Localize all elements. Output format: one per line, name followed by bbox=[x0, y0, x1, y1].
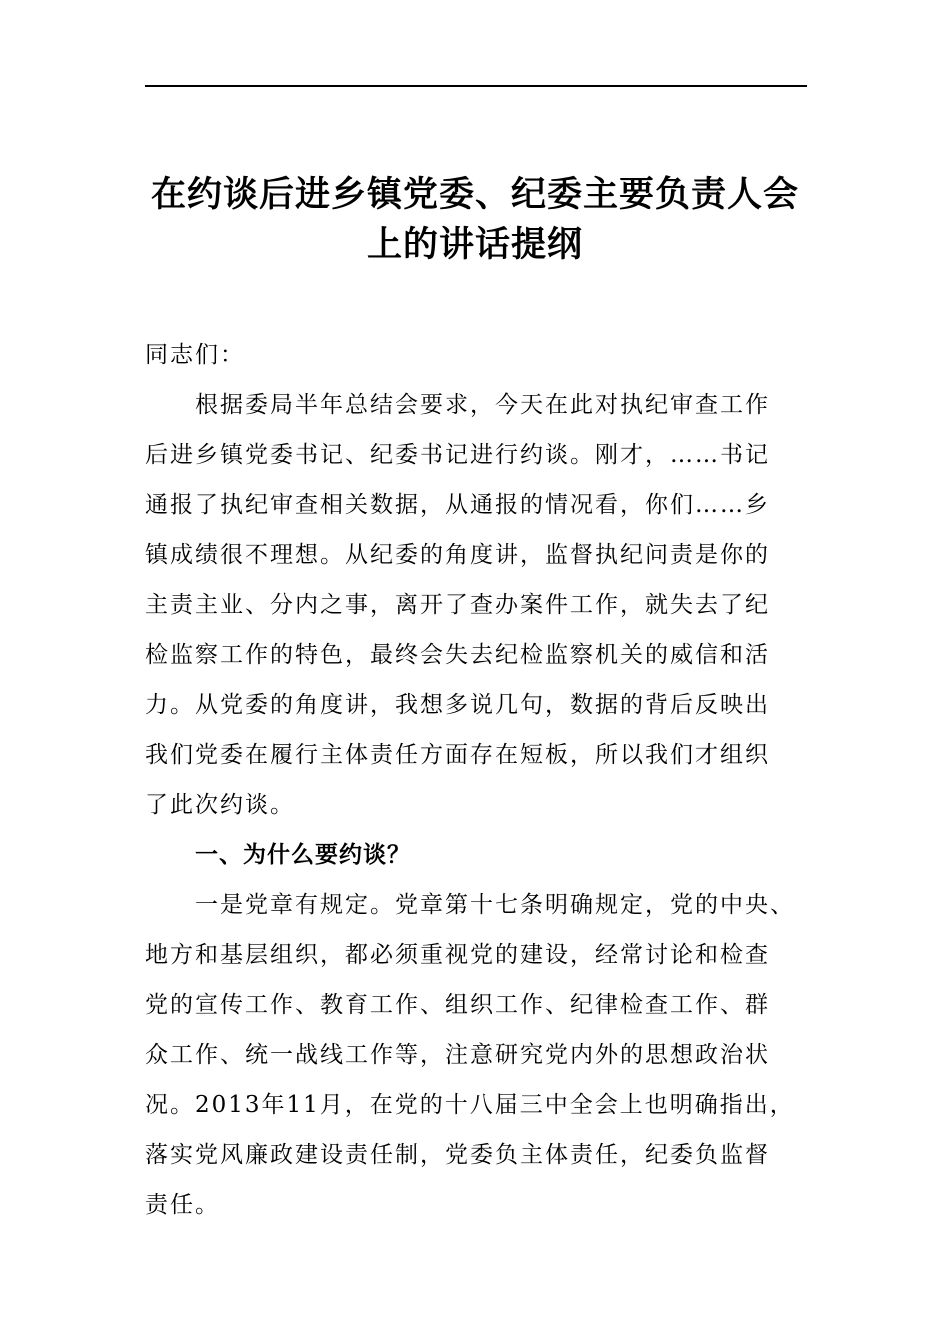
section-heading: 一、为什么要约谈？ bbox=[195, 842, 411, 868]
paragraph-line: 根据委局半年总结会要求，今天在此对执纪审查工作 bbox=[195, 392, 770, 418]
paragraph-line: 责任。 bbox=[145, 1192, 220, 1218]
paragraph-line: 通报了执纪审查相关数据，从通报的情况看，你们……乡 bbox=[145, 492, 770, 518]
paragraph-line: 我们党委在履行主体责任方面存在短板，所以我们才组织 bbox=[145, 742, 770, 768]
paragraph-line: 况。2013年11月，在党的十八届三中全会上也明确指出， bbox=[145, 1092, 795, 1118]
document-body bbox=[145, 330, 810, 1230]
paragraph-line: 地方和基层组织，都必须重视党的建设，经常讨论和检查 bbox=[145, 942, 770, 968]
paragraph-line: 了此次约谈。 bbox=[145, 792, 295, 818]
paragraph-line: 后进乡镇党委书记、纪委书记进行约谈。刚才，……书记 bbox=[145, 442, 770, 468]
paragraph-line: 落实党风廉政建设责任制，党委负主体责任，纪委负监督 bbox=[145, 1142, 770, 1168]
paragraph-line: 主责主业、分内之事，离开了查办案件工作，就失去了纪 bbox=[145, 592, 770, 618]
paragraph-line: 力。从党委的角度讲，我想多说几句，数据的背后反映出 bbox=[145, 692, 770, 718]
paragraph-line: 一是党章有规定。党章第十七条明确规定，党的中央、 bbox=[195, 892, 795, 918]
paragraph-line: 党的宣传工作、教育工作、组织工作、纪律检查工作、群 bbox=[145, 992, 770, 1018]
paragraph-line: 检监察工作的特色，最终会失去纪检监察机关的威信和活 bbox=[145, 642, 770, 668]
title-line: 在约谈后进乡镇党委、纪委主要负责人会 bbox=[150, 175, 799, 215]
paragraph-line: 众工作、统一战线工作等，注意研究党内外的思想政治状 bbox=[145, 1042, 770, 1068]
title-line: 上的讲话提纲 bbox=[366, 225, 583, 265]
header-rule bbox=[145, 85, 807, 87]
document-title bbox=[120, 170, 830, 270]
salutation: 同志们： bbox=[145, 342, 245, 368]
paragraph-line: 镇成绩很不理想。从纪委的角度讲，监督执纪问责是你的 bbox=[145, 542, 770, 568]
